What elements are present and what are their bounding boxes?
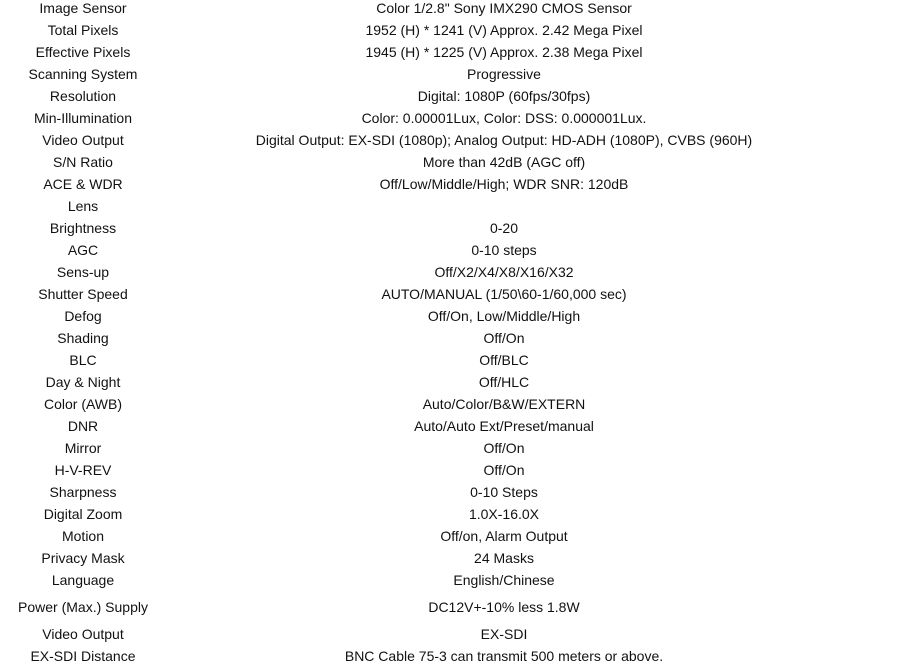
spec-value: 1945 (H) * 1225 (V) Approx. 2.38 Mega Pixel [365,44,643,60]
spec-label: Power (Max.) Supply [18,598,148,615]
spec-pad [842,393,902,415]
spec-row-agc [0,239,902,261]
spec-label: Day & Night [45,374,121,390]
spec-label: Privacy Mask [41,550,125,566]
spec-value: Digital: 1080P (60fps/30fps) [417,88,591,104]
spec-pad [842,217,902,239]
spec-row-sharpness [0,481,902,503]
spec-pad [842,459,902,481]
spec-label: DNR [67,418,99,434]
spec-value: Off/On, Low/Middle/High [427,308,581,324]
spec-label: S/N Ratio [53,154,113,170]
spec-value: Off/on, Alarm Output [440,528,568,544]
spec-row-brightness [0,217,902,239]
spec-row-min-illumination [0,107,902,129]
spec-row-digital-zoom [0,503,902,525]
spec-pad [842,63,902,85]
spec-row-effective-pixels [0,41,902,63]
spec-label: Resolution [49,88,117,104]
spec-label: Video Output [42,132,124,148]
spec-row-language [0,569,902,591]
spec-value [166,195,842,217]
spec-label: EX-SDI Distance [30,648,136,664]
spec-pad [842,645,902,667]
spec-label: Color (AWB) [43,396,123,412]
spec-pad [842,503,902,525]
spec-pad [842,283,902,305]
spec-value: Off/On [483,440,525,456]
spec-value: Off/On [483,330,525,346]
spec-label: Scanning System [28,66,138,82]
spec-value: Off/X2/X4/X8/X16/X32 [434,264,574,280]
spec-pad [842,195,902,217]
spec-pad [842,151,902,173]
spec-label: AGC [67,242,99,258]
spec-label: Language [51,572,115,588]
spec-row-motion [0,525,902,547]
spec-row-ex-sdi-distance [0,645,902,667]
spec-row-lens [0,195,902,217]
spec-pad [842,107,902,129]
spec-value: Progressive [467,66,541,82]
spec-row-day-night [0,371,902,393]
spec-label: Motion [61,528,105,544]
spec-value: Auto/Color/B&W/EXTERN [422,396,586,412]
spec-pad [842,327,902,349]
spec-pad [842,547,902,569]
spec-label: Brightness [49,220,117,236]
spec-row-sn-ratio [0,151,902,173]
spec-pad [842,569,902,591]
spec-row-scanning-system [0,63,902,85]
spec-label: Sharpness [49,484,117,500]
spec-row-shutter-speed [0,283,902,305]
spec-row-total-pixels [0,19,902,41]
spec-pad [842,437,902,459]
spec-label: Defog [64,308,102,324]
spec-value: Off/BLC [479,352,529,368]
spec-value: Color: 0.00001Lux, Color: DSS: 0.000001Lux. [361,110,647,126]
spec-row-dnr [0,415,902,437]
spec-label: Min-Illumination [33,110,133,126]
spec-pad [842,371,902,393]
spec-value: Auto/Auto Ext/Preset/manual [414,418,594,434]
spec-row-video-output [0,129,902,151]
spec-row-power-supply [0,591,902,623]
spec-pad [842,173,902,195]
spec-row-mirror [0,437,902,459]
spec-pad [842,591,902,623]
spec-value: BNC Cable 75-3 can transmit 500 meters or above. [344,648,664,664]
spec-row-defog [0,305,902,327]
spec-value: Digital Output: EX-SDI (1080p); Analog Output: HD-ADH (1080P), CVBS (960H) [255,132,753,148]
spec-value: 0-10 steps [471,242,537,258]
spec-value: EX-SDI [480,626,528,642]
spec-value: Off/Low/Middle/High; WDR SNR: 120dB [379,176,629,192]
spec-value: 0-10 Steps [470,484,538,500]
spec-pad [842,525,902,547]
spec-row-ace-wdr [0,173,902,195]
spec-label: Effective Pixels [35,44,131,60]
spec-row-h-v-rev [0,459,902,481]
spec-label: Shutter Speed [38,286,128,302]
spec-pad [842,0,902,19]
spec-label: Image Sensor [39,0,127,16]
spec-pad [842,129,902,151]
spec-pad [842,41,902,63]
spec-value: English/Chinese [453,572,555,588]
spec-value: Off/HLC [478,374,530,390]
spec-value: DC12V+-10% less 1.8W [428,599,580,615]
spec-row-resolution [0,85,902,107]
spec-pad [842,415,902,437]
spec-row-privacy-mask [0,547,902,569]
spec-row-image-sensor [0,0,902,19]
spec-value: 24 Masks [474,550,534,566]
spec-pad [842,305,902,327]
spec-pad [842,239,902,261]
spec-label: Total Pixels [47,22,119,38]
spec-value: Off/On [483,462,525,478]
spec-pad [842,481,902,503]
spec-value: AUTO/MANUAL (1/50\60-1/60,000 sec) [381,286,627,302]
spec-label: BLC [69,352,97,368]
spec-row-color-awb [0,393,902,415]
spec-row-shading [0,327,902,349]
spec-pad [842,623,902,645]
spec-value: 0-20 [489,220,519,236]
spec-label: Video Output [42,626,124,642]
spec-row-sens-up [0,261,902,283]
spec-label: Lens [67,198,99,214]
spec-row-blc [0,349,902,371]
spec-label: ACE & WDR [43,176,123,192]
spec-label: Sens-up [56,264,110,280]
spec-row-video-output-2 [0,623,902,645]
spec-value: 1.0X-16.0X [468,506,540,522]
spec-label: Mirror [64,440,102,456]
spec-label: Shading [57,330,109,346]
spec-pad [842,261,902,283]
spec-pad [842,85,902,107]
spec-label: H-V-REV [54,462,112,478]
spec-label: Digital Zoom [43,506,123,522]
spec-value: More than 42dB (AGC off) [422,154,586,170]
spec-pad [842,349,902,371]
spec-value: 1952 (H) * 1241 (V) Approx. 2.42 Mega Pixel [365,22,643,38]
spec-pad [842,19,902,41]
spec-value: Color 1/2.8" Sony IMX290 CMOS Sensor [376,0,632,16]
